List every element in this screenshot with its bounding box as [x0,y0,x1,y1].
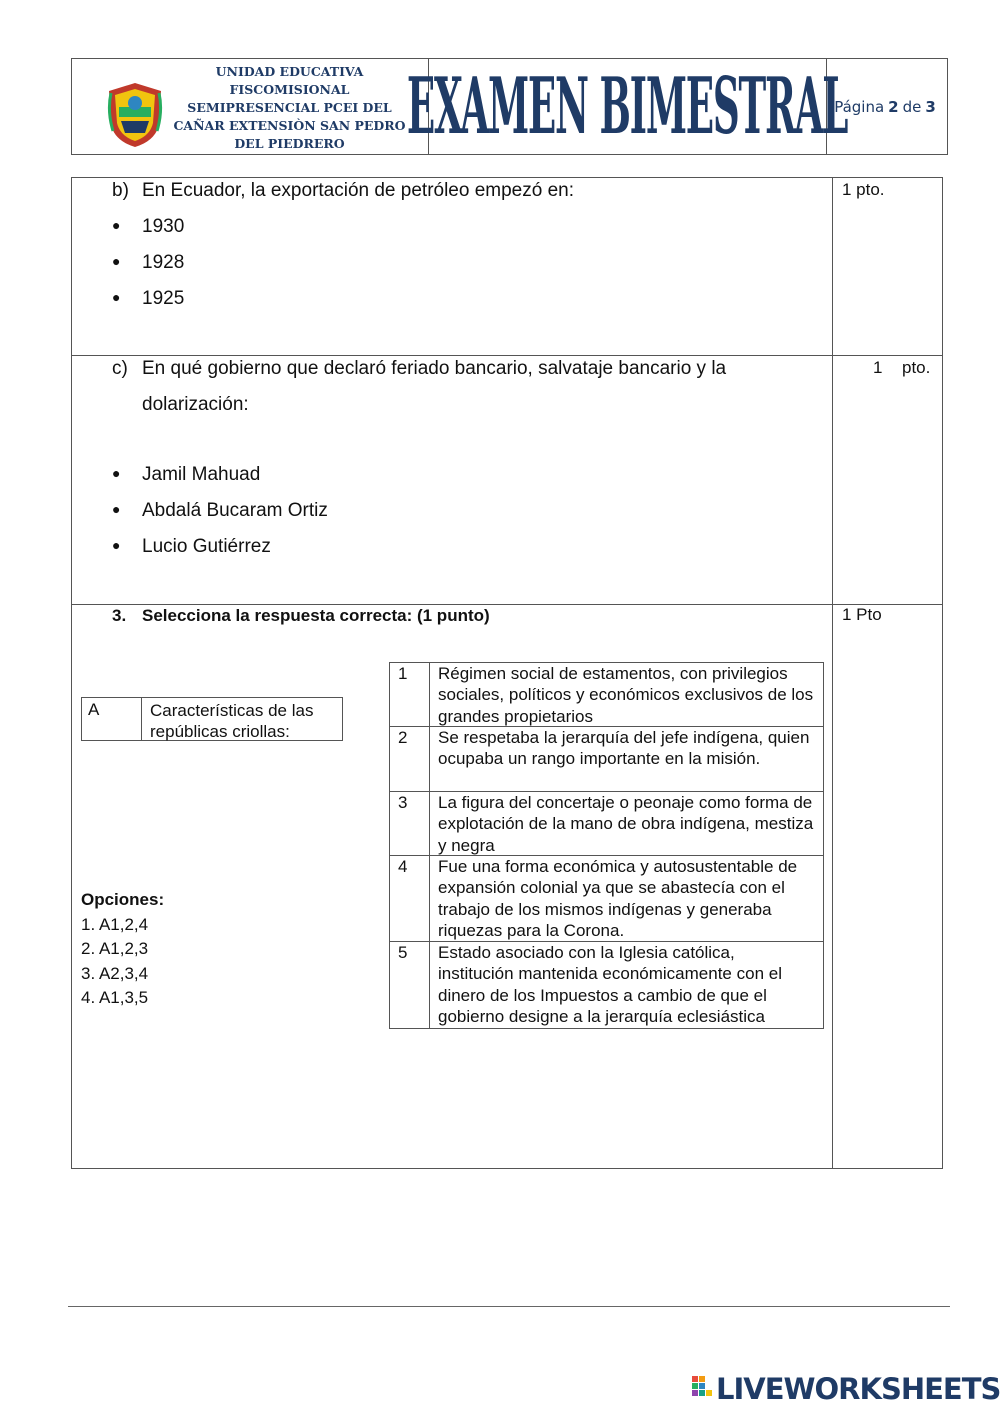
statement-row [390,942,823,1028]
question-text: Selecciona la respuesta correcta: (1 punto) [142,606,490,625]
statement-number: 5 [390,942,430,1028]
page-sep: de [902,97,922,116]
points-number: 1 [873,358,883,377]
bullet-icon: ● [112,501,121,517]
brand-name: LIVEWORKSHEETS [716,1372,1000,1406]
a-characteristics-table [81,697,343,741]
option-label: 1928 [142,252,185,273]
points-cell [833,605,942,1168]
option-label: 1925 [142,288,185,309]
answer-option[interactable]: 1. A1,2,4 [81,914,149,934]
liveworksheets-logo-icon [692,1376,714,1402]
points-cell [833,178,942,355]
footer-divider [68,1306,950,1307]
statement-text: Régimen social de estamentos, con privilegios sociales, políticos y económicos exclusivos de los grandes propietarios [438,664,814,726]
statement-number: 4 [390,856,430,941]
question-c-text [112,358,726,380]
bullet-icon: ● [112,537,121,553]
option-label: Jamil Mahuad [142,464,261,485]
points-value: 1 Pto [842,605,882,624]
statement-text: Estado asociado con la Iglesia católica, institución mantenida económicamente con el dinero de los Impuestos a cambio de que el gobierno designe a la jerarquía eclesiástica [438,943,782,1026]
a-key: A [82,698,142,740]
exam-title: EXAMEN BIMESTRAL [407,61,848,152]
school-crest-icon [105,81,165,149]
statement-row [390,856,823,942]
a-description: Características de las repúblicas criollas: [150,701,314,741]
bullet-icon: ● [112,253,121,269]
bullet-icon: ● [112,289,121,305]
page-label: Página [834,97,885,116]
liveworksheets-brand[interactable] [692,1372,1000,1406]
question-b-cell [72,178,833,355]
page-current: 2 [888,97,899,116]
statement-text: Se respetaba la jerarquía del jefe indígena, quien ocupaba un rango importante en la misión. [438,728,810,769]
school-line: CAÑAR EXTENSIÒN SAN PEDRO [173,118,406,133]
statement-number: 2 [390,727,430,791]
option-item[interactable] [112,252,184,274]
question-c-cell [72,356,833,604]
option-item[interactable] [112,536,271,558]
points-cell [833,356,942,604]
title-cell [407,59,848,154]
statement-number: 3 [390,792,430,855]
school-line: UNIDAD EDUCATIVA FISCOMISIONAL [215,64,364,97]
question-label: b) [112,180,129,201]
school-line: SEMIPRESENCIAL PCEI DEL [187,100,392,115]
statement-number: 1 [390,663,430,726]
option-item[interactable] [112,500,328,522]
statement-row [390,792,823,856]
points-unit: pto. [902,358,931,377]
bullet-icon: ● [112,465,121,481]
statement-text: Fue una forma económica y autosustentable de expansión colonial ya que se abastecía con el trabajo de los mismos indígenas y generaba riquezas para la Corona. [438,857,798,940]
statement-row [390,727,823,792]
option-item[interactable] [112,216,184,238]
option-label: Abdalá Bucaram Ortiz [142,500,328,521]
school-name [157,63,422,153]
question-b-text [112,180,574,202]
option-item[interactable] [112,464,260,486]
answer-option[interactable]: 4. A1,3,5 [81,988,149,1007]
question-c-text-cont: dolarización: [142,394,249,415]
option-item[interactable] [112,288,184,310]
question-3-title [112,606,490,626]
statement-text: La figura del concertaje o peonaje como forma de explotación de la mano de obra indígena, mestiza y negra [438,793,814,855]
options-title: Opciones: [81,890,165,909]
question-b-row [72,178,942,356]
points-value: 1 pto. [842,180,885,199]
answer-option[interactable]: 2. A1,2,3 [81,939,149,958]
option-label: Lucio Gutiérrez [142,536,271,557]
question-text: En Ecuador, la exportación de petróleo empezó en: [142,180,575,201]
statement-row [390,663,823,727]
option-label: 1930 [142,216,185,237]
question-label: c) [112,358,128,379]
answer-options [81,888,164,1011]
bullet-icon: ● [112,217,121,233]
school-line: DEL PIEDRERO [234,136,345,151]
numbered-statements-table [389,662,824,1029]
school-cell [72,59,429,154]
question-label: 3. [112,606,127,625]
page-total: 3 [925,97,936,116]
question-c-row [72,356,942,605]
answer-option[interactable]: 3. A2,3,4 [81,963,149,983]
exam-header [71,58,948,155]
question-text: En qué gobierno que declaró feriado bancario, salvataje bancario y la [142,358,727,379]
